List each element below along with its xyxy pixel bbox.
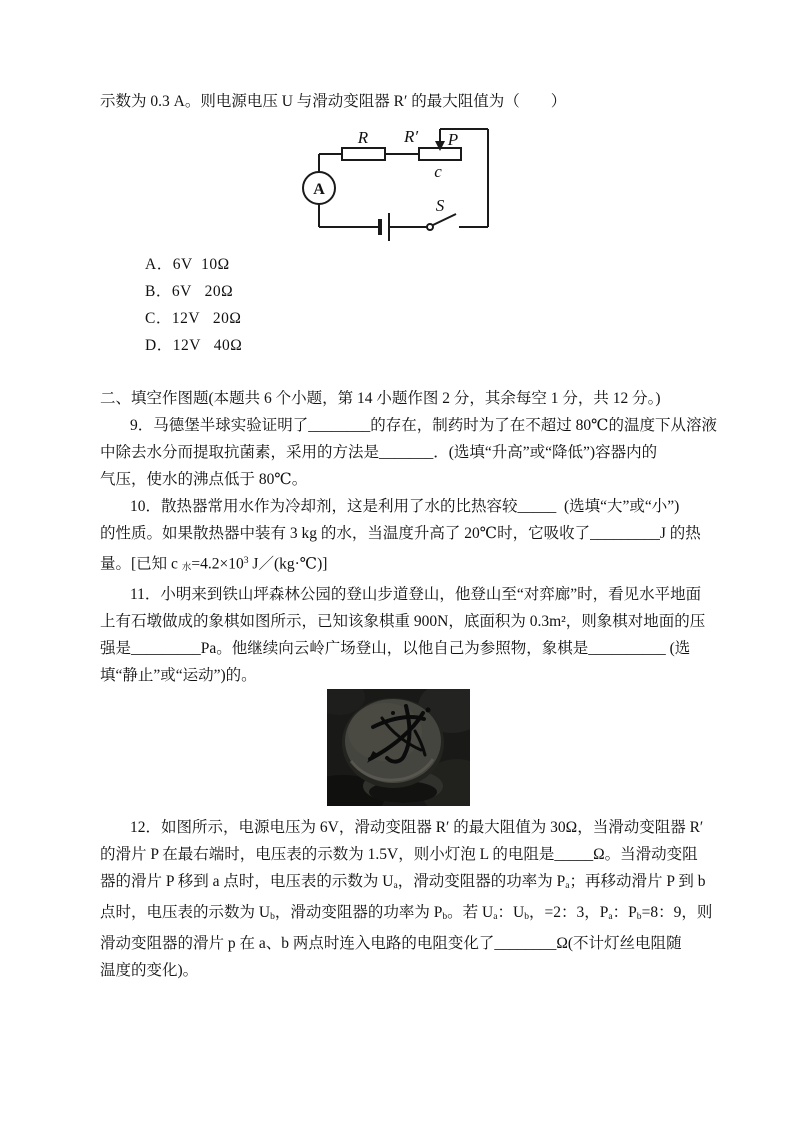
question9-line3: 气压，使水的沸点低于 80℃。 (100, 471, 308, 488)
question9-line1: 9．马德堡半球实验证明了________的存在，制药时为了在不超过 80℃的温度下从溶液 (130, 417, 717, 434)
question12-line6: 温度的变化)。 (100, 962, 199, 980)
question12-line4: 点时，电压表的示数为 $U_b$，滑动变阻器的功率为 $P_b$。若 $U_a$：$U_b$，=2：3，$P_a$：$P_b=8$：9，则 (100, 904, 713, 923)
question9-line2: 中除去水分而提取抗菌素，采用的方法是_______．(选填“升高”或“降低”)容器内的 (100, 444, 658, 461)
question8-intro-line: 示数为 0.3 A。则电源电压 U 与滑动变阻器 R′ 的最大阻值为（ ） (100, 93, 567, 110)
switch-label: S (435, 196, 445, 215)
option-b: B．6V 20Ω (145, 283, 234, 300)
rheostat-label: R′ (403, 127, 419, 146)
question11-line4: 填“静止”或“运动”)的。 (100, 667, 257, 685)
stone-chess-piece-photo (327, 689, 470, 806)
switch-pivot (427, 224, 433, 230)
question10-line2: 的性质。如果散热器中装有 3 kg 的水，当温度升高了 20℃时，它吸收了_________J 的热 (100, 525, 701, 542)
slider-label: P (447, 130, 459, 149)
question12-line2: 的滑片 P 在最右端时，电压表的示数为 1.5V，则小灯泡 L 的电阻是_____Ω。当滑动变阻 (100, 846, 698, 864)
question12-line3: 器的滑片 P 移到 a 点时，电压表的示数为 $U_a$，滑动变阻器的功率为 $P_a$；再移动滑片 P 到 b (100, 873, 706, 892)
question12-line1: 12．如图所示，电源电压为 6V，滑动变阻器 R′ 的最大阻值为 30Ω，当滑动变阻器 R′ (130, 819, 704, 837)
circuit-diagram (300, 121, 515, 243)
section2-heading: 二、填空作图题(本题共 6 个小题，第 14 小题作图 2 分，其余每空 1 分，共 12 分。) (100, 390, 661, 407)
question8-circuit-figure (100, 121, 724, 243)
option-d: D．12V 40Ω (145, 337, 243, 354)
question11-figure (327, 689, 470, 806)
switch-blade (433, 214, 456, 225)
question8-options (145, 251, 724, 359)
resistor-R (342, 148, 385, 160)
contact-label: c (434, 162, 442, 181)
question10-line1: 10．散热器常用水作为冷却剂，这是利用了水的比热容较_____ (选填“大”或“小”) (130, 498, 680, 515)
question10-line3: 量。[已知 c $_水=4.2\times 10^3$ J／(kg·℃)] (100, 555, 328, 574)
question11-line3: 强是_________Pa。他继续向云岭广场登山，以他自己为参照物，象棋是__________ (选 (100, 640, 691, 658)
option-a: A．6V 10Ω (145, 256, 230, 273)
ammeter-label: A (313, 181, 325, 198)
option-c: C．12V 20Ω (145, 310, 242, 327)
question12-line5: 滑动变阻器的滑片 p 在 a、b 两点时连入电路的电阻变化了________Ω(不计灯丝电阻随 (100, 935, 682, 953)
question11-line2: 上有石墩做成的象棋如图所示，已知该象棋重 900N，底面积为 0.3m²，则象棋对地面的压 (100, 613, 706, 631)
resistor-label: R (357, 128, 369, 147)
question11-line1: 11．小明来到铁山坪森林公园的登山步道登山，他登山至“对弈廊”时，看见水平地面 (130, 586, 702, 604)
